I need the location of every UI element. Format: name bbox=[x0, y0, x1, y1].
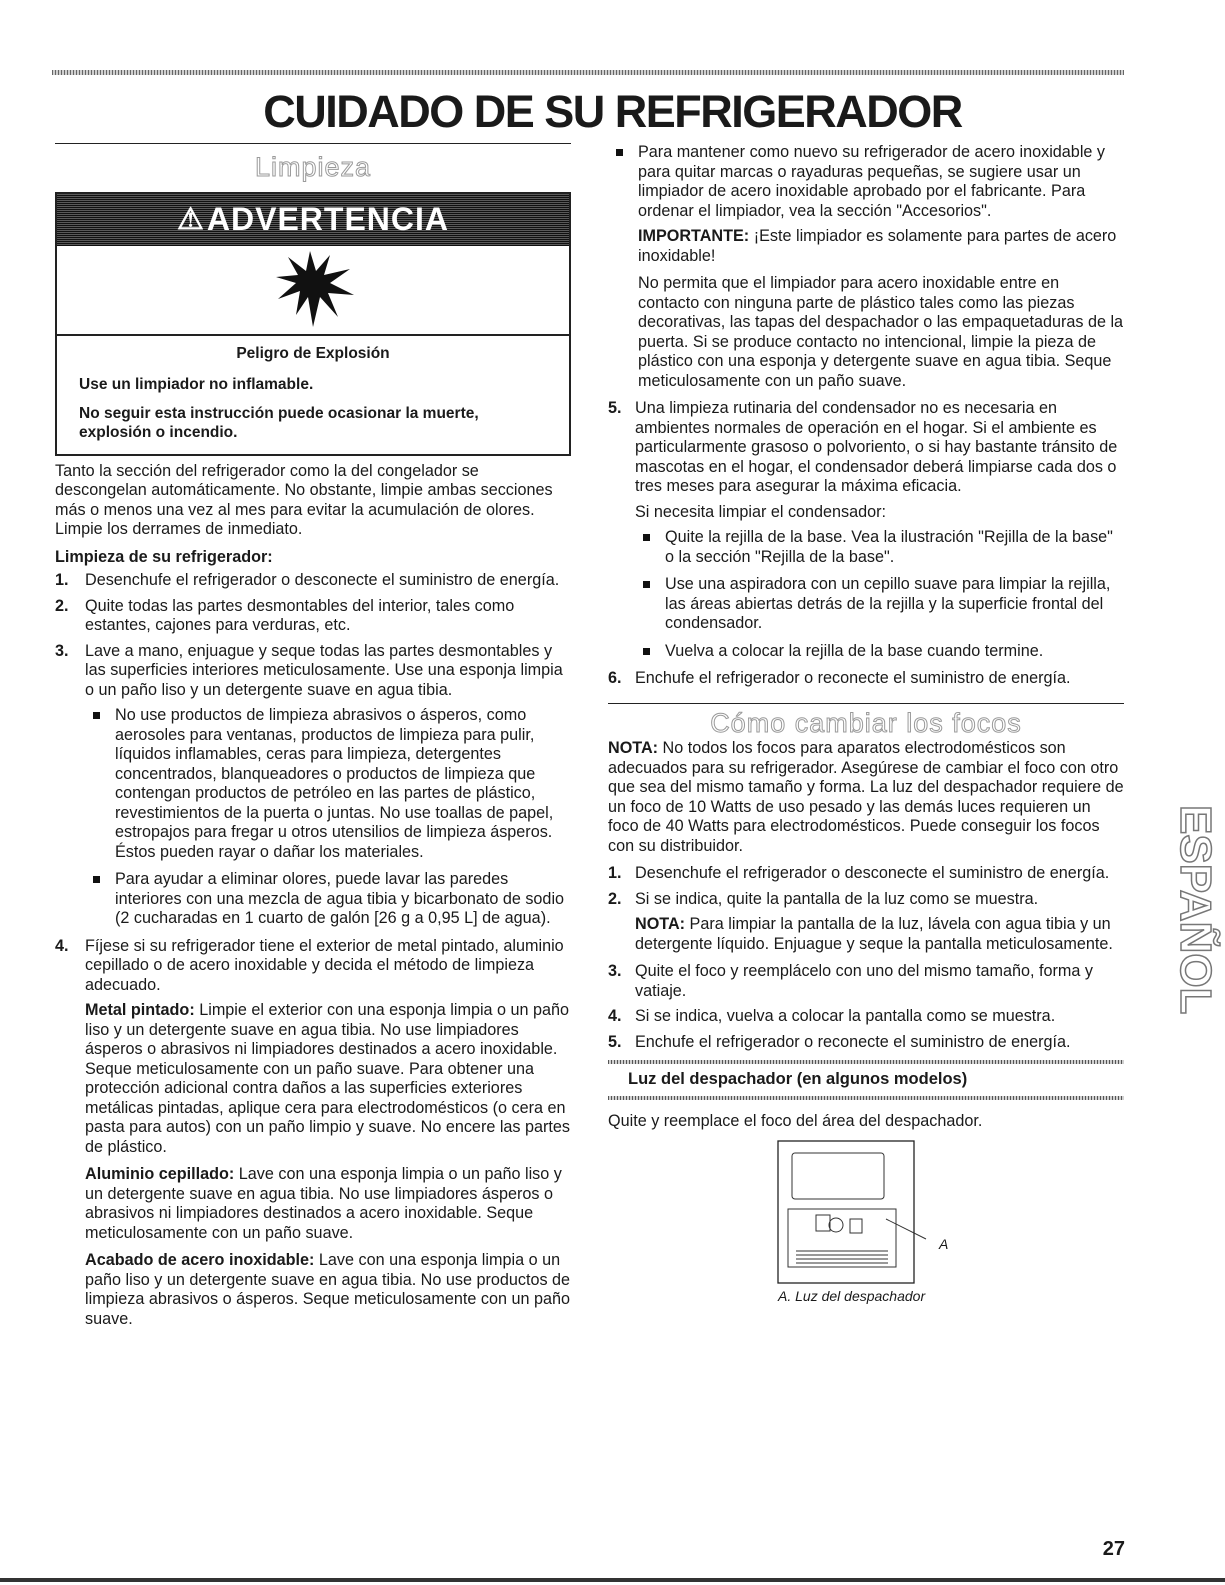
nota-paragraph: NOTA: No todos los focos para aparatos electrodomésticos son adecuados para su refrigerador. Asegúrese de cambiar el foco con otro que sea del mismo tamaño y forma. La luz del despachador requiere de un foco de 10 Watts de uso pesado y las demás luces requieren un foco de 40 Watts para electrodomésticos. Puede conseguir los focos con su distribuidor. bbox=[608, 739, 1124, 855]
list-item: Para mantener como nuevo su refrigerador de acero inoxidable y para quitar marcas o rayaduras pequeñas, se sugiere usar un limpiador de acero inoxidable aprobado por el fabricante. Para ordenar el limpiador, vea la sección "Accesorios". IMPORTANTE: ¡Este limpiador es solamente para partes de acero inoxidable! No permita que el limpiador para acero inoxidable entre en contacto con ninguna parte de plástico tales como las piezas decorativas, las tapas del despachador o las empaquetaduras de la puerta. Si se produce contacto no intencional, limpie la pieza de plástico con una esponja y detergente suave en agua tibia. Seque meticulosamente con un paño suave. bbox=[608, 143, 1124, 391]
si-necesita-text: Si necesita limpiar el condensador: bbox=[635, 502, 887, 521]
bullet-square-icon bbox=[643, 534, 650, 541]
stainless-bullet bbox=[608, 143, 1124, 391]
list-item: Use una aspiradora con un cepillo suave para limpiar la rejilla, las áreas abiertas detrás de la rejilla y la superficie frontal del condensador. bbox=[635, 575, 1124, 634]
condenser-steps bbox=[608, 399, 1124, 689]
aluminio-paragraph: Aluminio cepillado: Lave con una esponja limpia o un paño liso y un detergente suave en agua tibia. No use limpiadores ásperos o abrasivos ni limpiadores destinados a acero inoxidable. Seque meticulosamente con un paño suave. bbox=[85, 1165, 562, 1242]
bullet-square-icon bbox=[643, 648, 650, 655]
page-number: 27 bbox=[1102, 1538, 1125, 1560]
subheading-limpieza: Limpieza de su refrigerador: bbox=[55, 547, 273, 566]
section-title-limpieza: Limpieza bbox=[254, 152, 372, 182]
importante-paragraph: IMPORTANTE: ¡Este limpiador es solamente para partes de acero inoxidable! bbox=[638, 227, 1117, 265]
cleaning-bullets bbox=[85, 706, 571, 929]
list-item: 4. Si se indica, vuelva a colocar la pantalla como se muestra. bbox=[608, 1007, 1056, 1025]
cleaning-steps bbox=[55, 571, 571, 1329]
bullet-square-icon bbox=[93, 876, 100, 883]
warning-body bbox=[57, 336, 569, 454]
intro-paragraph: Tanto la sección del refrigerador como la del congelador se descongelan automáticamente. No obstante, limpie ambas secciones más o menos una vez al mes para evitar la acumulación de olores. Limpie los derrames de inmediato. bbox=[55, 461, 553, 538]
list-item: 3. Quite el foco y reemplácelo con uno del mismo tamaño, forma y vatiaje. bbox=[608, 962, 1093, 1000]
explosion-icon bbox=[57, 246, 569, 336]
section-rule bbox=[608, 703, 1124, 704]
list-item: 6. Enchufe el refrigerador o reconecte el suministro de energía. bbox=[608, 669, 1071, 687]
section-rule bbox=[55, 143, 571, 144]
figure-label: A bbox=[939, 1236, 949, 1252]
bullet-square-icon bbox=[616, 149, 623, 156]
warning-triangle-icon: ⚠ bbox=[176, 202, 205, 236]
luz-text: Quite y reemplace el foco del área del despachador. bbox=[608, 1111, 983, 1130]
metal-pintado-paragraph: Metal pintado: Limpie el exterior con una esponja limpia o un paño liso y un detergente suave en agua tibia. No use limpiadores ásperos o abrasivos ni limpiadores destinados a acero inoxidable. Seque meticulosamente con un paño suave. Para obtener una protección adicional contra daños a las superficies exteriores metálicas pintadas, aplique cera para electrodomésticos (o cera en pasta para autos) con un paño limpio y suave. No encere las partes de plástico. bbox=[85, 1001, 571, 1156]
side-tab-espanol bbox=[1150, 805, 1220, 1050]
bulb-steps bbox=[608, 864, 1124, 1052]
warning-header bbox=[57, 194, 569, 246]
list-item: 1. Desenchufe el refrigerador o desconecte el suministro de energía. bbox=[55, 571, 560, 589]
list-item: No use productos de limpieza abrasivos o ásperos, como aerosoles para ventanas, productos de limpieza para pulir, líquidos inflamables, ceras para limpieza, detergentes concentrados, blanqueadores o productos de limpieza que contengan productos de petróleo en las partes de plástico, revestimientos de la puerta o juntas. No use toallas de papel, estropajos para fregar u otros utensilios de limpieza ásperos. Éstos pueden rayar o dañar los materiales. bbox=[85, 706, 571, 862]
bottom-rule bbox=[0, 1578, 1225, 1582]
list-item: 1. Desenchufe el refrigerador o desconecte el suministro de energía. bbox=[608, 864, 1110, 882]
list-item: Quite la rejilla de la base. Vea la ilustración "Rejilla de la base" o la sección "Rejilla de la base". bbox=[635, 528, 1124, 567]
bullet-square-icon bbox=[93, 712, 100, 719]
warning-header-text: ADVERTENCIA bbox=[206, 200, 450, 237]
dotted-rule bbox=[608, 1096, 1124, 1100]
list-item: 5. Una limpieza rutinaria del condensador no es necesaria en ambientes normales de operación en el hogar. Si el ambiente es particularmente grasoso o polvoriento, o si hay bastante tránsito de mascotas en el hogar, el condensador deberá limpiarse cada dos o tres meses para asegurar la máxima eficacia. Si necesita limpiar el condensador: Quite la rejilla de la base. Vea la ilustración "Rejilla de la base" o la sección "Rejilla de la base". Use una aspiradora con un cepillo suave para limpiar la rejilla, las áreas abiertas detrás de la rejilla y la superficie frontal del condensador. Vuelva a colocar la rejilla de la base cuando termine. bbox=[608, 399, 1124, 661]
section-title-focos: Cómo cambiar los focos bbox=[710, 707, 1022, 738]
acero-paragraph: Acabado de acero inoxidable: Lave con una esponja limpia o un paño liso y un detergente suave en agua tibia. No use productos de limpieza abrasivos o ásperos. Seque meticulosamente con un paño suave. bbox=[85, 1251, 571, 1328]
list-item: Vuelva a colocar la rejilla de la base cuando termine. bbox=[635, 642, 1124, 662]
side-tab-text: ESPAÑOL bbox=[1171, 805, 1220, 1015]
dispenser-illustration bbox=[776, 1139, 976, 1287]
condenser-bullets bbox=[635, 528, 1124, 661]
left-column bbox=[55, 143, 571, 1337]
luz-heading: Luz del despachador (en algunos modelos) bbox=[628, 1070, 968, 1088]
list-item: 3. Lave a mano, enjuague y seque todas las partes desmontables y las superficies interiores meticulosamente. Use una esponja limpia o un paño liso y un detergente suave en agua tibia. No use productos de limpieza abrasivos o ásperos, como aerosoles para ventanas, productos de limpieza para pulir, líquidos inflamables, ceras para limpieza, detergentes concentrados, blanqueadores o productos de limpieza que contengan productos de petróleo en las partes de plástico, revestimientos de la puerta o juntas. No use toallas de papel, estropajos para fregar u otros utensilios de limpieza ásperos. Éstos pueden rayar o dañar los materiales. Para ayudar a eliminar olores, puede lavar las paredes interiores con una mezcla de agua tibia y bicarbonato de sodio (2 cucharadas en 1 cuarto de galón [26 g a 0,95 L] de agua). bbox=[55, 642, 571, 929]
list-item: 4. Fíjese si su refrigerador tiene el exterior de metal pintado, aluminio cepillado o de acero inoxidable y decida el método de limpieza adecuado. Metal pintado: Limpie el exterior con una esponja limpia o un paño liso y un detergente suave en agua tibia. No use limpiadores ásperos o abrasivos ni limpiadores destinados a acero inoxidable. Seque meticulosamente con un paño suave. Para obtener una protección adicional contra daños a las superficies exteriores metálicas pintadas, aplique cera para electrodomésticos (o cera en pasta para autos) con un paño limpio y suave. No encere las partes de plástico. Aluminio cepillado: Lave con una esponja limpia o un paño liso y un detergente suave en agua tibia. No use limpiadores ásperos o abrasivos ni limpiadores destinados a acero inoxidable. Seque meticulosamente con un paño suave. Acabado de acero inoxidable: Lave con una esponja limpia o un paño liso y un detergente suave en agua tibia. No use productos de limpieza abrasivos o ásperos. Seque meticulosamente con un paño suave. bbox=[55, 936, 571, 1328]
warning-box bbox=[55, 192, 571, 456]
warning-line-2: No seguir esta instrucción puede ocasionar la muerte, explosión o incendio. bbox=[79, 404, 479, 441]
warning-line-1: Use un limpiador no inflamable. bbox=[79, 375, 314, 393]
list-item: 2. Si se indica, quite la pantalla de la luz como se muestra. NOTA: Para limpiar la pantalla de la luz, lávela con agua tibia y un detergente líquido. Enjuague y seque la pantalla meticulosamente. bbox=[608, 890, 1124, 955]
list-item: 5. Enchufe el refrigerador o reconecte el suministro de energía. bbox=[608, 1032, 1071, 1051]
top-dotted-rule bbox=[52, 70, 1124, 75]
right-column bbox=[608, 143, 1124, 1307]
list-item: Para ayudar a eliminar olores, puede lavar las paredes interiores con una mezcla de agua tibia y bicarbonato de sodio (2 cucharadas en 1 cuarto de galón [26 g a 0,95 L] de agua). bbox=[85, 870, 571, 929]
warning-hazard: Peligro de Explosión bbox=[236, 344, 390, 362]
bullet-square-icon bbox=[643, 581, 650, 588]
figure-caption: A. Luz del despachador bbox=[778, 1288, 926, 1304]
list-item: 2. Quite todas las partes desmontables del interior, tales como estantes, cajones para verduras, etc. bbox=[55, 596, 515, 634]
no-permita-paragraph: No permita que el limpiador para acero inoxidable entre en contacto con ninguna parte de plástico tales como las piezas decorativas, las tapas del despachador o las empaquetaduras de la puerta. Si se produce contacto no intencional, limpie la pieza de plástico con una esponja y detergente suave en agua tibia. Seque meticulosamente con un paño suave. bbox=[638, 274, 1124, 390]
nota2-paragraph: NOTA: Para limpiar la pantalla de la luz, lávela con agua tibia y un detergente líquido. Enjuague y seque la pantalla meticulosamente. bbox=[635, 915, 1113, 953]
page-title: CUIDADO DE SU REFRIGERADOR bbox=[263, 86, 962, 137]
